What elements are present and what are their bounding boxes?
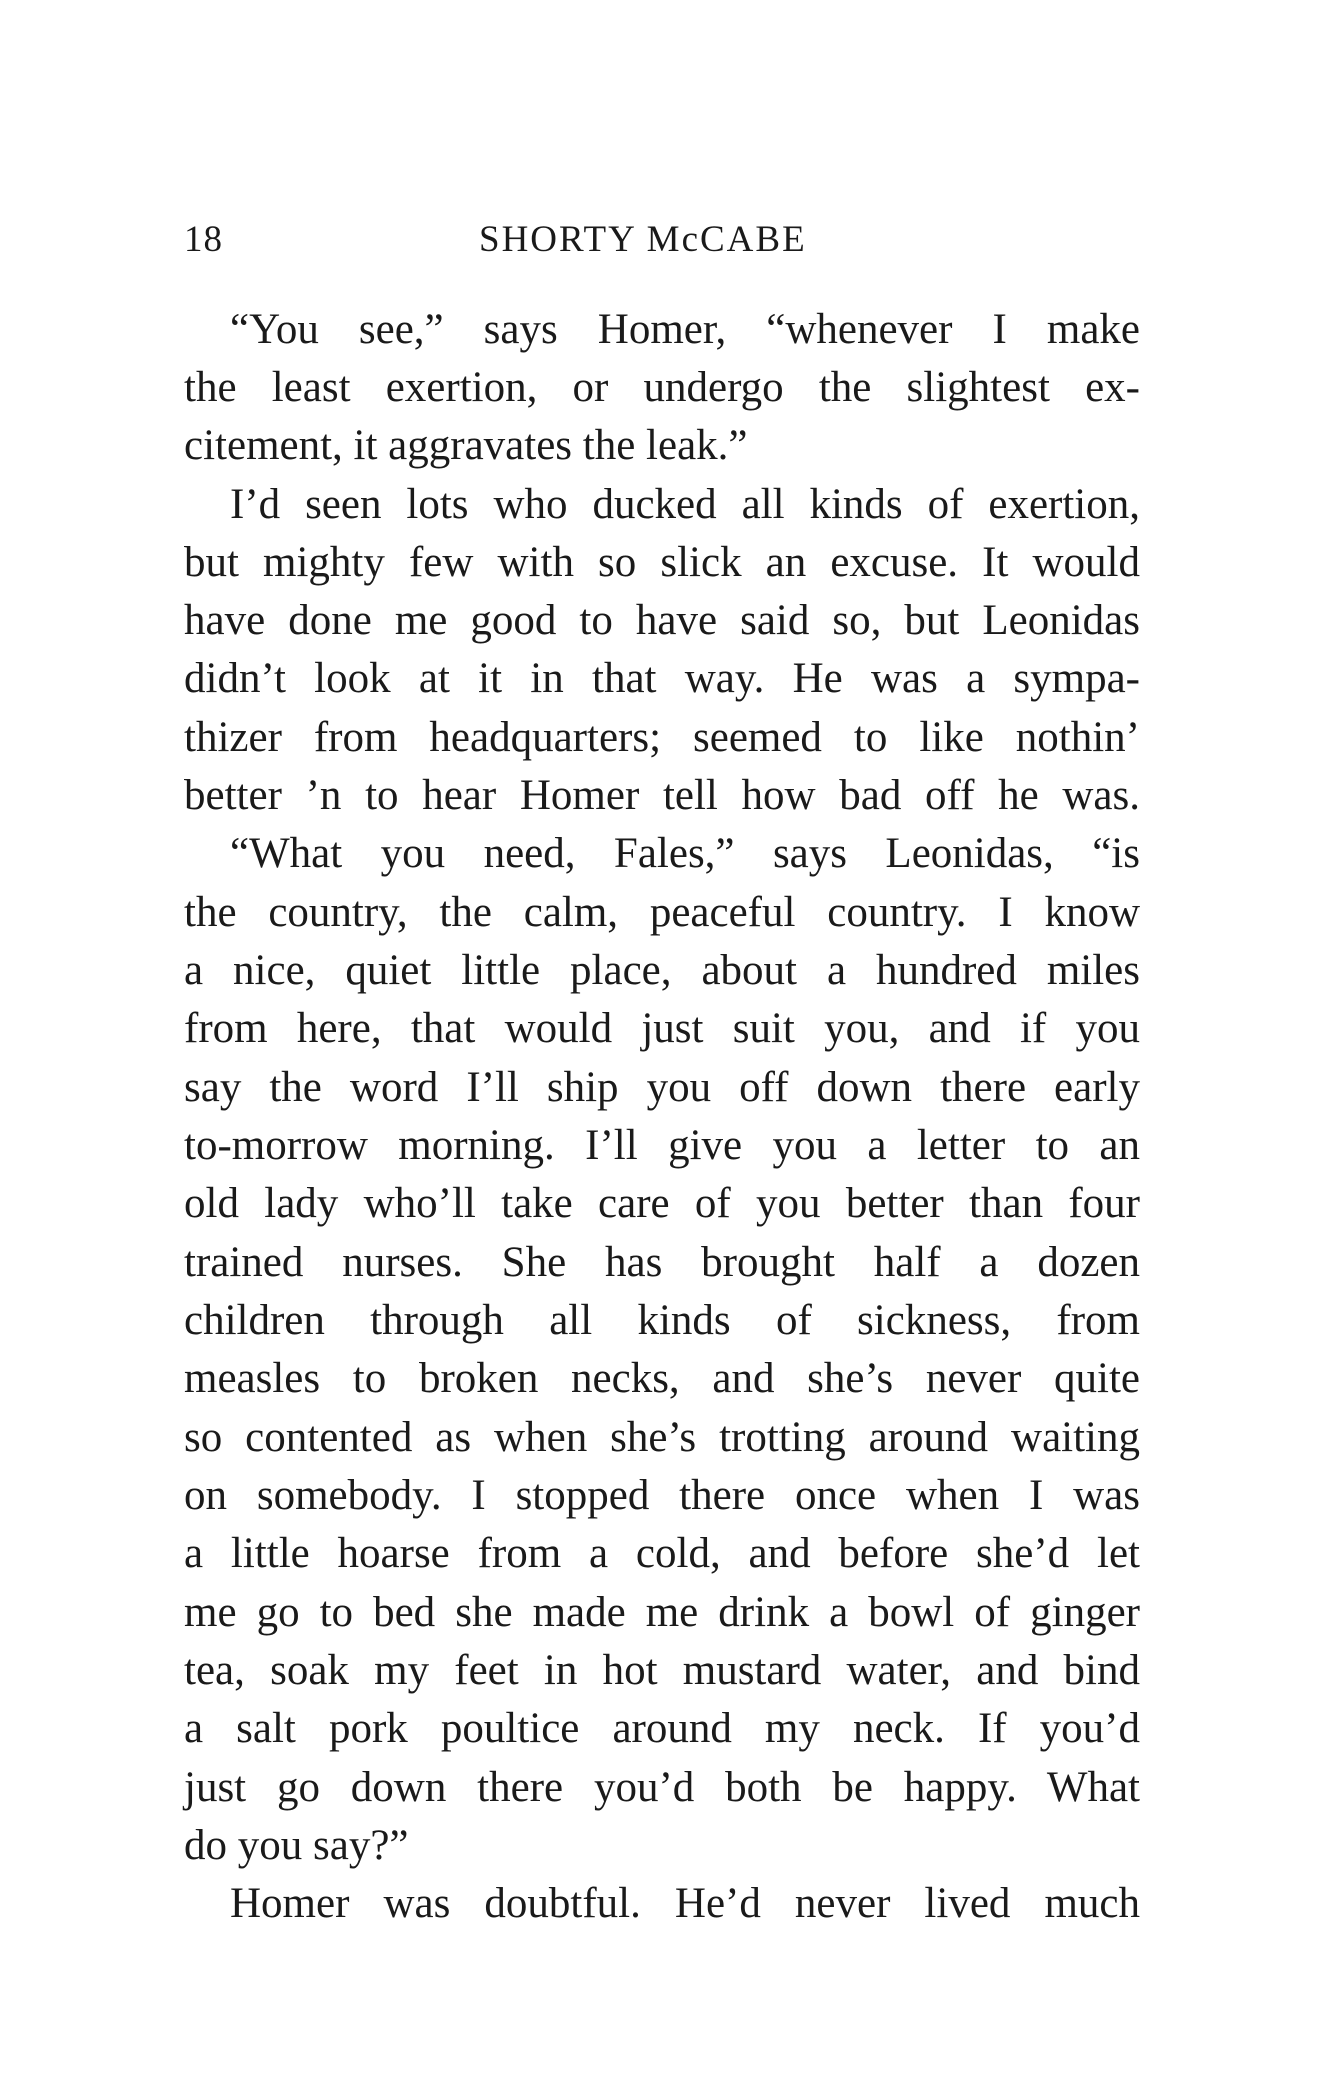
text-line: thizer from headquarters; seemed to like nothin’ xyxy=(184,714,1140,761)
running-head xyxy=(184,218,1144,268)
text-line: have done me good to have said so, but Leonidas xyxy=(184,597,1140,644)
text-line: “What you need, Fales,” says Leonidas, “is xyxy=(230,830,1140,877)
text-line: “You see,” says Homer, “whenever I make xyxy=(230,306,1140,353)
text-line: tea, soak my feet in hot mustard water, and bind xyxy=(184,1647,1140,1694)
text-line: citement, it aggravates the leak.” xyxy=(184,422,748,469)
text-line: but mighty few with so slick an excuse. It would xyxy=(184,539,1140,586)
text-line: children through all kinds of sickness, from xyxy=(184,1297,1140,1344)
text-line: a little hoarse from a cold, and before she’d let xyxy=(184,1530,1140,1577)
text-line: so contented as when she’s trotting around waiting xyxy=(184,1414,1140,1461)
text-line: to-morrow morning. I’ll give you a letter to an xyxy=(184,1122,1140,1169)
text-line: a nice, quiet little place, about a hundred miles xyxy=(184,947,1140,994)
text-line: do you say?” xyxy=(184,1822,409,1869)
text-line: the country, the calm, peaceful country. I know xyxy=(184,889,1140,936)
page-number: 18 xyxy=(184,219,223,260)
text-line: from here, that would just suit you, and if you xyxy=(184,1005,1140,1052)
text-line: say the word I’ll ship you off down there early xyxy=(184,1064,1140,1111)
text-line: I’d seen lots who ducked all kinds of exertion, xyxy=(230,481,1140,528)
running-title: SHORTY McCABE xyxy=(479,219,807,260)
text-line: didn’t look at it in that way. He was a sympa- xyxy=(184,655,1140,702)
text-line: old lady who’ll take care of you better than four xyxy=(184,1180,1140,1227)
text-line: better ’n to hear Homer tell how bad off he was. xyxy=(184,772,1140,819)
text-line: trained nurses. She has brought half a dozen xyxy=(184,1239,1140,1286)
text-line: the least exertion, or undergo the slightest ex- xyxy=(184,364,1140,411)
text-line: Homer was doubtful. He’d never lived much xyxy=(230,1880,1140,1927)
text-line: me go to bed she made me drink a bowl of ginger xyxy=(184,1589,1140,1636)
text-line: on somebody. I stopped there once when I was xyxy=(184,1472,1140,1519)
text-line: a salt pork poultice around my neck. If you’d xyxy=(184,1705,1140,1752)
text-line: just go down there you’d both be happy. What xyxy=(184,1764,1140,1811)
text-line: measles to broken necks, and she’s never quite xyxy=(184,1355,1140,1402)
